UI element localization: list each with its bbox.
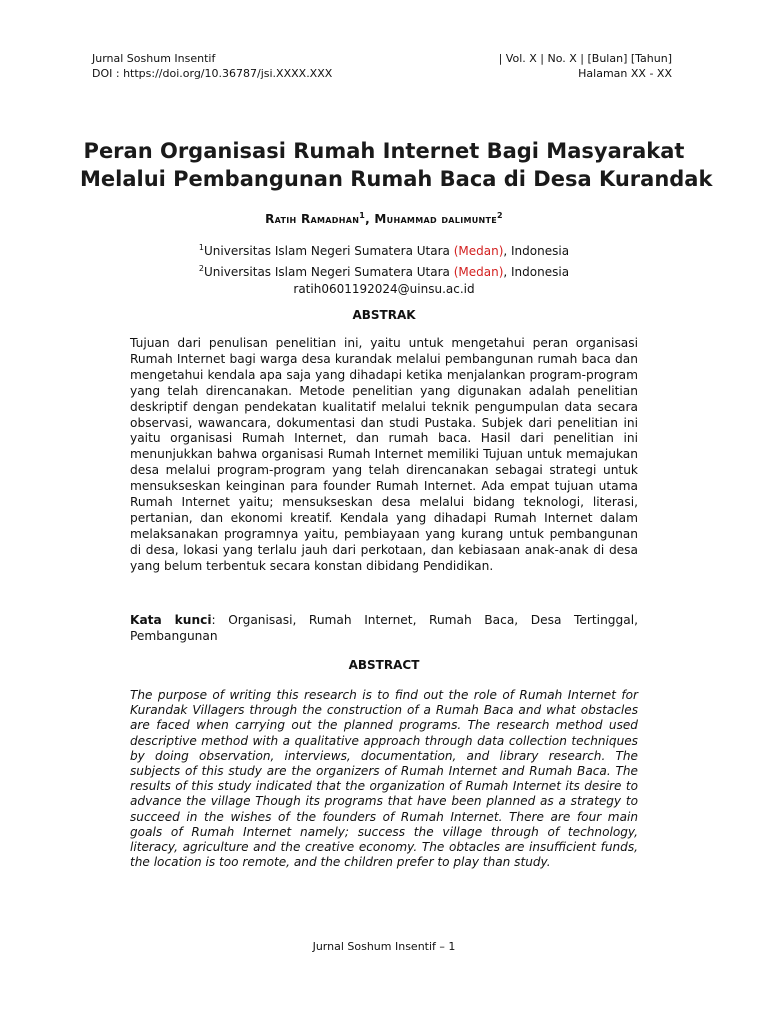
affiliation-institution: Universitas Islam Negeri Sumatera Utara xyxy=(204,265,454,279)
author-superscript: 2 xyxy=(497,211,503,220)
page-footer: Jurnal Soshum Insentif – 1 xyxy=(312,940,456,953)
affiliation-country: , Indonesia xyxy=(503,265,570,279)
affiliations xyxy=(80,239,688,298)
keywords xyxy=(130,612,638,644)
affiliation-institution: Universitas Islam Negeri Sumatera Utara xyxy=(204,244,454,258)
header-right xyxy=(499,51,672,81)
journal-name: Jurnal Soshum Insentif xyxy=(92,52,216,65)
affiliation-city: (Medan) xyxy=(453,265,504,279)
title-line-2: Melalui Pembangunan Rumah Baca di Desa Kurandak xyxy=(80,167,713,191)
page-range: Halaman XX - XX xyxy=(578,67,672,80)
affiliation-superscript: 2 xyxy=(198,264,205,273)
affiliation-superscript: 1 xyxy=(198,243,205,252)
author-name: Ratih Ramadhan xyxy=(265,212,360,226)
keywords-list: : Organisasi, Rumah Internet, Rumah Baca, Desa Tertinggal, Pembangunan xyxy=(130,613,638,643)
author-superscript: 1 xyxy=(359,211,366,220)
paper-title xyxy=(80,137,713,193)
abstrak-heading: ABSTRAK xyxy=(352,308,416,322)
abstract-body: The purpose of writing this research is to find out the role of Rumah Internet for Kurandak Villagers through the construction of a Rumah Baca and what obstacles are faced when carrying out the planned programs. The research method used descriptive method with a qualitative approach through data collection techniques by doing observation, interviews, documentation, and library research. The subjects of this study are the organizers of Rumah Internet and Rumah Baca. The results of this study indicated that the organization of Rumah Internet its desire to advance the village Though its programs that have been planned as a strategy to succeed in the wishes of the founders of Rumah Internet. There are four main goals of Rumah Internet namely; success the village through of technology, literacy, agriculture and the creative economy. The obtacles are insufficient funds, the location is too remote, and the children prefer to play than study. xyxy=(130,688,638,870)
affiliation-city: (Medan) xyxy=(453,244,504,258)
doi-text: DOI : https://doi.org/10.36787/jsi.XXXX.XXX xyxy=(92,67,333,80)
affiliation-line xyxy=(80,260,688,281)
keywords-label: Kata kunci xyxy=(130,613,212,627)
title-line-1: Peran Organisasi Rumah Internet Bagi Masyarakat xyxy=(83,139,685,163)
author-name: Muhammad dalimunte xyxy=(374,212,498,226)
affiliation-country: , Indonesia xyxy=(503,244,570,258)
abstract-heading: ABSTRACT xyxy=(348,658,420,672)
author-list xyxy=(80,208,688,227)
abstrak-body: Tujuan dari penulisan penelitian ini, yaitu untuk mengetahui peran organisasi Rumah Internet bagi warga desa kurandak melalui pembangunan rumah baca dan mengetahui kendala apa saja yang dihadapi ketika menjalankan program-program yang telah direncanakan. Metode penelitian yang digunakan adalah penelitian deskriptif dengan pendekatan kualitatif melalui teknik pengumpulan data secara observasi, wawancara, dokumentasi dan studi Pustaka. Subjek dari penelitian ini yaitu organisasi Rumah Internet, dan rumah baca. Hasil dari penelitian ini menunjukkan bahwa organisasi Rumah Internet memiliki Tujuan untuk memajukan desa melalui program-program yang telah direncanakan sebagai strategi untuk mensukseskan keinginan para founder Rumah Internet. Ada empat tujuan utama Rumah Internet yaitu; mensukseskan desa melalui bidang teknologi, literasi, pertanian, dan ekonomi kreatif. Kendala yang dihadapi Rumah Internet dalam melaksanakan programnya yaitu, pembiayaan yang kurang untuk pembangunan di desa, lokasi yang terlalu jauh dari perkotaan, dan kebiasaan anak-anak di desa yang belum terbentuk secara konstan dibidang Pendidikan. xyxy=(130,336,638,573)
author-email: ratih0601192024@uinsu.ac.id xyxy=(293,282,475,296)
affiliation-line xyxy=(80,239,688,260)
volume-info: | Vol. X | No. X | [Bulan] [Tahun] xyxy=(498,52,672,65)
header-left xyxy=(92,51,332,81)
author-separator: , xyxy=(365,212,375,226)
